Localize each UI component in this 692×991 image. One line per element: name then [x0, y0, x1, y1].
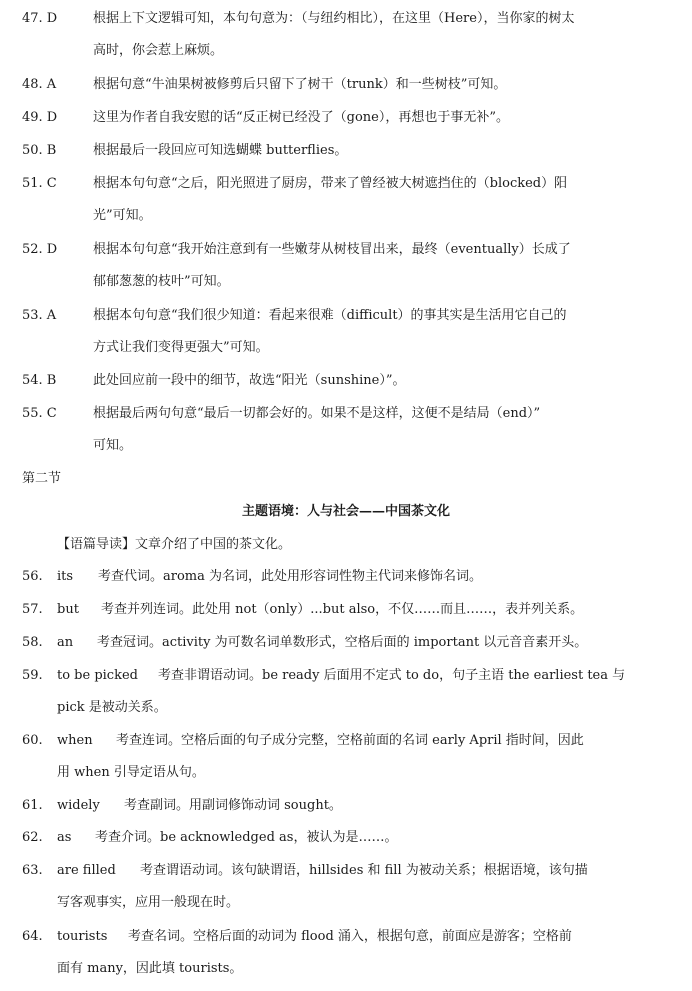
item-answer: an	[57, 635, 74, 650]
passage-guide: 【语篇导读】文章介绍了中国的茶文化。	[57, 537, 292, 552]
item-number: 47. D	[22, 11, 58, 26]
item-text: 写客观事实，应用一般现在时。	[57, 895, 240, 910]
item-text: 考查代词。aroma 为名词，此处用形容词性物主代词来修饰名词。	[98, 569, 483, 584]
item-number: 51. C	[22, 176, 57, 191]
item-number: 53. A	[22, 308, 57, 323]
item-text: 考查谓语动词。该句缺谓语，hillsides 和 fill 为被动关系；根据语境，该句描	[140, 863, 588, 878]
item-answer: as	[57, 830, 72, 845]
item-number: 59.	[22, 668, 43, 683]
item-text: 根据最后一段回应可知选蝴蝶 butterflies。	[93, 143, 348, 158]
item-number: 64.	[22, 929, 43, 944]
item-answer: are filled	[57, 863, 116, 878]
item-number: 55. C	[22, 406, 57, 421]
item-text: 考查并列连词。此处用 not（only）...but also，不仅……而且……，表并列关系。	[101, 602, 584, 617]
section-title: 主题语境：人与社会——中国茶文化	[241, 504, 450, 519]
item-number: 54. B	[22, 373, 57, 388]
item-text: 高时，你会惹上麻烦。	[93, 43, 224, 58]
item-text: 这里为作者自我安慰的话“反正树已经没了（gone），再想也于事无补”。	[93, 110, 510, 125]
item-answer: its	[57, 569, 74, 584]
item-text: 方式让我们变得更强大”可知。	[93, 340, 269, 355]
item-number: 49. D	[22, 110, 58, 125]
section-label: 第二节	[22, 471, 62, 486]
item-text: 根据上下文逻辑可知，本句句意为：（与纽约相比），在这里（Here），当你家的树太	[93, 11, 575, 26]
item-answer: but	[57, 602, 79, 617]
item-text: 考查名词。空格后面的动词为 flood 涌入，根据句意，前面应是游客；空格前	[128, 929, 572, 944]
item-answer: widely	[57, 798, 100, 813]
item-number: 48. A	[22, 77, 57, 92]
item-number: 57.	[22, 602, 43, 617]
item-text: 根据本句句意“我开始注意到有一些嫩芽从树枝冒出来，最终（eventually）长成了	[93, 242, 571, 257]
item-number: 56.	[22, 569, 43, 584]
item-number: 63.	[22, 863, 43, 878]
item-text: 面有 many，因此填 tourists。	[57, 961, 243, 976]
item-text: 考查非谓语动词。be ready 后面用不定式 to do，句子主语 the earliest tea 与	[158, 668, 626, 683]
item-text: 用 when 引导定语从句。	[57, 765, 205, 780]
item-number: 60.	[22, 733, 43, 748]
item-text: 此处回应前一段中的细节，故选“阳光（sunshine）”。	[93, 373, 406, 388]
item-text: 考查连词。空格后面的句子成分完整，空格前面的名词 early April 指时间，因此	[116, 733, 584, 748]
item-answer: when	[57, 733, 93, 748]
item-text: 根据最后两句句意“最后一切都会好的。如果不是这样，这便不是结局（end）”	[93, 406, 541, 421]
item-text: 可知。	[93, 438, 133, 453]
item-number: 61.	[22, 798, 43, 813]
item-text: 考查冠词。activity 为可数名词单数形式，空格后面的 important 以元音音素开头。	[97, 635, 588, 650]
item-text: 考查介词。be acknowledged as，被认为是……。	[95, 830, 398, 845]
item-number: 52. D	[22, 242, 58, 257]
item-number: 50. B	[22, 143, 57, 158]
item-text: 光”可知。	[93, 208, 152, 223]
item-number: 58.	[22, 635, 43, 650]
item-text: 根据句意“牛油果树被修剪后只留下了树干（trunk）和一些树枝”可知。	[93, 77, 507, 92]
item-text: 根据本句句意“之后，阳光照进了厨房，带来了曾经被大树遮挡住的（blocked）阳	[93, 176, 568, 191]
item-text: 郁郁葱葱的枝叶”可知。	[93, 274, 230, 289]
item-answer: tourists	[57, 929, 108, 944]
item-number: 62.	[22, 830, 43, 845]
item-text: 根据本句句意“我们很少知道：看起来很难（difficult）的事其实是生活用它自己的	[93, 308, 567, 323]
item-answer: to be picked	[57, 668, 138, 683]
item-text: pick 是被动关系。	[57, 700, 167, 715]
item-text: 考查副词。用副词修饰动词 sought。	[124, 798, 342, 813]
